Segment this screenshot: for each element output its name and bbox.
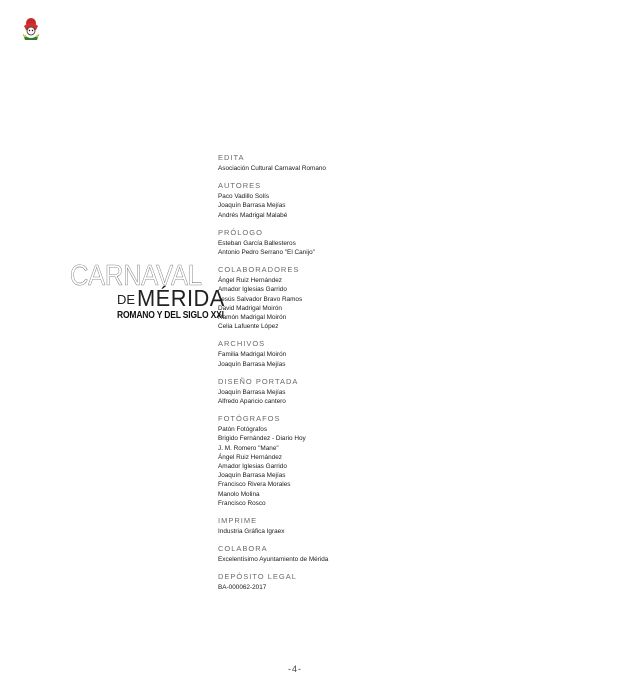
credit-name: Antonio Pedro Serrano "El Canijo"	[218, 249, 315, 257]
credit-name: Paco Vadillo Solís	[218, 193, 270, 201]
credit-section	[218, 572, 478, 592]
credit-section	[218, 544, 478, 564]
section-title: DISEÑO PORTADA	[218, 376, 299, 386]
association-logo-icon	[20, 16, 42, 42]
page-number: -4-	[288, 664, 302, 674]
brand-merida: MÉRIDA	[137, 285, 225, 311]
brand-subtitle: ROMANO Y DEL SIGLO XXI	[117, 310, 224, 321]
section-title: DEPÓSITO LEGAL	[218, 572, 297, 582]
credit-name: Excelentísimo Ayuntamiento de Mérida	[218, 556, 329, 564]
credit-name: Patón Fotógrafos	[218, 426, 268, 434]
book-title-logo	[70, 260, 225, 326]
credits-list	[218, 153, 478, 601]
credit-section	[218, 339, 478, 368]
credit-name: Joaquín Barrasa Mejías	[218, 388, 286, 396]
credit-name: Asociación Cultural Carnaval Romano	[218, 165, 326, 172]
section-title: COLABORADORES	[218, 265, 300, 275]
credit-section	[218, 153, 478, 173]
credit-name: Joaquín Barrasa Mejías	[218, 360, 286, 368]
credit-name: David Madrigal Moirón	[218, 304, 282, 312]
section-title: AUTORES	[218, 181, 262, 191]
credit-name: Ángel Ruiz Hernández	[218, 453, 282, 461]
credit-name: Joaquín Barrasa Mejías	[218, 202, 286, 210]
section-title: EDITA	[218, 153, 245, 162]
credit-section	[218, 516, 478, 536]
credit-name: Brigido Fernández - Diario Hoy	[218, 435, 306, 443]
credit-section	[218, 377, 478, 406]
section-title: COLABORA	[218, 544, 268, 554]
credit-name: J. M. Romero "Mane"	[218, 444, 279, 452]
credit-name: Andrés Madrigal Malabé	[218, 211, 288, 219]
section-title: PRÓLOGO	[218, 227, 263, 237]
credit-name: Amador Iglesias Garrido	[218, 463, 287, 471]
credit-name: Ángel Ruiz Hernández	[218, 277, 282, 285]
credit-name: Celia Lafuente López	[218, 323, 279, 331]
brand-de: DE	[117, 292, 136, 307]
credit-name: Francisco Rosco	[218, 499, 266, 507]
section-title: ARCHIVOS	[218, 339, 266, 349]
credit-name: Joaquín Barrasa Mejías	[218, 472, 286, 480]
credit-name: Familia Madrigal Moirón	[218, 351, 287, 359]
credit-name: Jesús Salvador Bravo Ramos	[218, 295, 303, 303]
credit-name: Esteban García Ballesteros	[218, 239, 296, 247]
credit-section	[218, 265, 478, 331]
section-title: FOTÓGRAFOS	[218, 414, 281, 424]
section-title: IMPRIME	[218, 516, 258, 526]
credit-name: BA-000062-2017	[218, 584, 267, 592]
brand-carnaval: CARNAVAL	[70, 260, 202, 292]
credit-name: Amador Iglesias Garrido	[218, 286, 287, 294]
credit-section	[218, 414, 478, 508]
credit-section	[218, 181, 478, 220]
credit-name: Ramón Madrigal Moirón	[218, 314, 287, 322]
credit-name: Manolo Molina	[218, 490, 260, 498]
credit-name: Francisco Rivera Morales	[218, 481, 291, 489]
credit-section	[218, 228, 478, 257]
credit-name: Industria Gráfica Igraex	[218, 528, 285, 536]
credit-name: Alfredo Aparicio cantero	[218, 398, 286, 406]
